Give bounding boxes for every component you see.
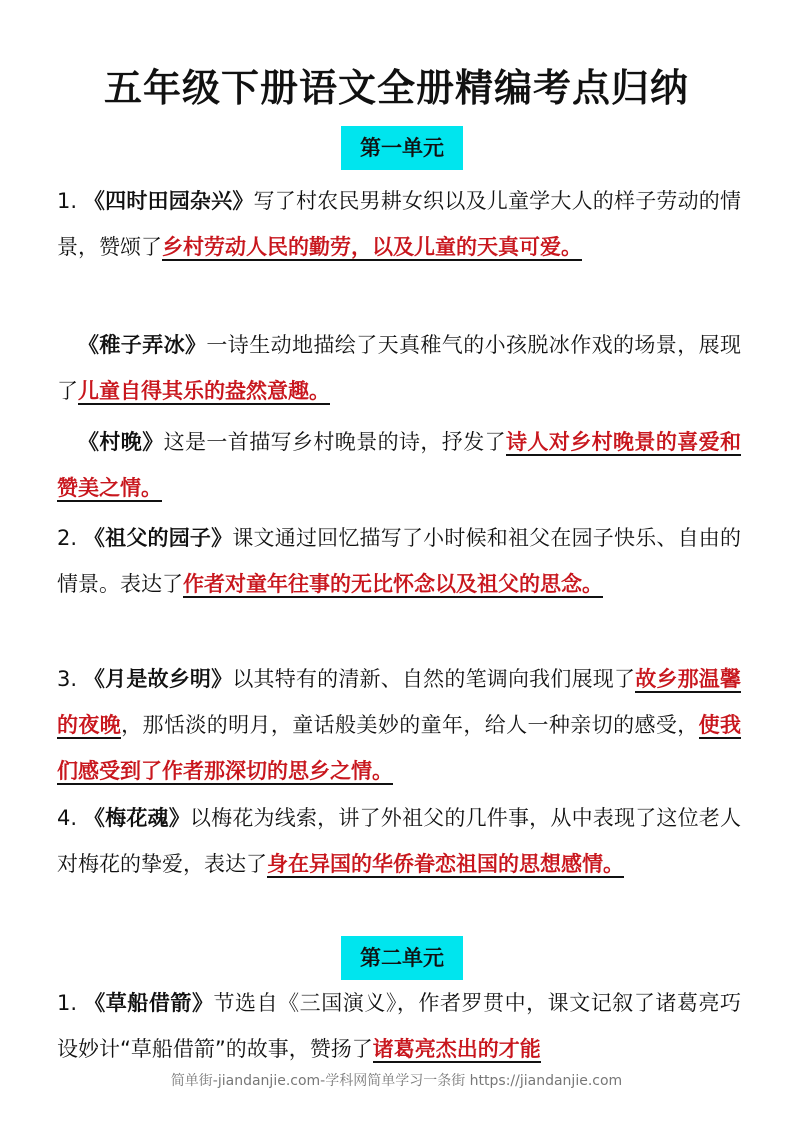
- body-text: 一诗生动地描绘了天真稚气的小孩脱冰作戏的场景，展现了: [57, 333, 742, 403]
- book-title: 《草船借箭》: [84, 991, 214, 1015]
- footer-watermark: 简单街-jiandanjie.com-学科网简单学习一条街 https://jiandanjie.com: [170, 1073, 623, 1089]
- body-text: 课文通过回忆描写了小时候和祖父在园子快乐、自由的情景。表达了: [57, 526, 742, 596]
- key-point: 身在异国的华侨眷恋祖国的思想感情。: [267, 852, 624, 876]
- body-text: 以梅花为线索，讲了外祖父的几件事，从中表现了这位老人对梅花的挚爱，表达了: [57, 806, 742, 876]
- paragraph-7: [57, 980, 741, 1072]
- page-title: 五年级下册语文全册精编考点归纳: [103, 66, 689, 110]
- body-text: 这是一首描写乡村晚景的诗，抒发了: [163, 430, 507, 454]
- paragraph-3: [57, 419, 741, 511]
- item-number: 4.: [57, 806, 84, 830]
- key-point: 诸葛亮杰出的才能: [372, 1037, 541, 1061]
- item-number: 1.: [57, 991, 85, 1015]
- paragraph-2: [57, 322, 741, 414]
- body-text: 以其特有的清新、自然的笔调向我们展现了: [232, 667, 636, 691]
- item-number: 3.: [57, 667, 84, 691]
- paragraph-1: [57, 178, 741, 270]
- key-point-2: 使我们感受到了作者那深切的思乡之情。: [57, 713, 742, 783]
- body-text-2: ，那恬淡的明月，童话般美妙的童年，给人一种亲切的感受，: [121, 713, 699, 737]
- item-number: 1.: [57, 189, 84, 213]
- unit-heading-1: 第一单元: [341, 126, 463, 170]
- book-title: 《村晚》: [78, 430, 164, 454]
- unit-heading-2: 第二单元: [341, 936, 463, 980]
- paragraph-4: [57, 515, 741, 607]
- key-point: 故乡那温馨的夜晚: [57, 667, 742, 737]
- item-number: 2.: [57, 526, 84, 550]
- body-text: 写了村农民男耕女织以及儿童学大人的样子劳动的情景，赞颂了: [57, 189, 742, 259]
- key-point: 儿童自得其乐的盎然意趣。: [78, 379, 330, 403]
- book-title: 《梅花魂》: [83, 806, 190, 830]
- key-point: 诗人对乡村晚景的喜爱和赞美之情。: [57, 430, 742, 500]
- key-point: 乡村劳动人民的勤劳，以及儿童的天真可爱。: [162, 235, 582, 259]
- paragraph-6: [57, 795, 741, 887]
- body-text: 节选自《三国演义》，作者罗贯中，课文记叙了诸葛亮巧设妙计“草船借箭”的故事，赞扬了: [57, 991, 742, 1061]
- book-title: 《四时田园杂兴》: [83, 189, 254, 213]
- book-title: 《祖父的园子》: [83, 526, 233, 550]
- paragraph-5: [57, 656, 741, 794]
- key-point: 作者对童年往事的无比怀念以及祖父的思念。: [183, 572, 603, 596]
- book-title: 《月是故乡明》: [83, 667, 233, 691]
- book-title: 《稚子弄冰》: [78, 333, 207, 357]
